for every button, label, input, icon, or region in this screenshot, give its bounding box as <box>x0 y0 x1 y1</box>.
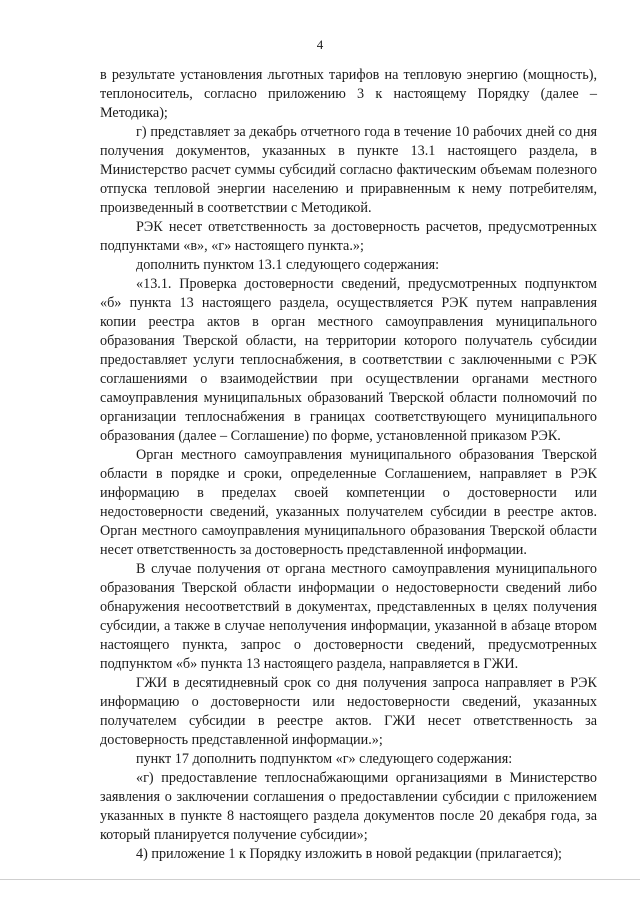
paragraph-11: 4) приложение 1 к Порядку изложить в новой редакции (прилагается); <box>136 846 562 862</box>
paragraph-2: г) представляет за декабрь отчетного года в течение 10 рабочих дней со дня получения документов, указанных в пункте 13.1 настоящего раздела, в Министерство расчет суммы субсидий согласно фактическим объемам полезного отпуска тепловой энергии населению и приравненным к нему потребителям, произведенный в соответствии с Методикой. <box>100 124 597 216</box>
paragraph-3: РЭК несет ответственность за достоверность расчетов, предусмотренных подпунктами «в», «г» настоящего пункта.»; <box>100 219 597 254</box>
paragraph-1: в результате установления льготных тарифов на тепловую энергию (мощность), теплоноситель, согласно приложению 3 к настоящему Порядку (далее – Методика); <box>100 67 597 121</box>
paragraph-4: дополнить пунктом 13.1 следующего содержания: <box>136 257 440 273</box>
paragraph-8: ГЖИ в десятидневный срок со дня получения запроса направляет в РЭК информацию о достоверности или недостоверности сведений, указанных получателем субсидии в реестре актов. ГЖИ несет ответственность за достоверность представленной информации.»; <box>100 675 597 748</box>
page-bottom-divider <box>0 879 640 880</box>
paragraph-9: пункт 17 дополнить подпунктом «г» следующего содержания: <box>136 751 513 767</box>
document-body <box>100 66 597 864</box>
paragraph-10: «г) предоставление теплоснабжающими организациями в Министерство заявления о заключении соглашения о предоставлении субсидии с приложением указанных в пункте 8 настоящего раздела документов после 20 декабря года, за который планируется получение субсидии»; <box>100 770 597 843</box>
page-number: 4 <box>316 37 324 52</box>
paragraph-7: В случае получения от органа местного самоуправления муниципального образования Тверской области информации о недостоверности сведений либо обнаружения несоответствий в документах, представленных в целях получения субсидии, а также в случае неполучения информации, указанной в абзаце втором настоящего пункта, запрос о достоверности сведений, предусмотренных подпунктом «б» пункта 13 настоящего раздела, направляется в ГЖИ. <box>100 561 597 672</box>
paragraph-6: Орган местного самоуправления муниципального образования Тверской области в порядке и сроки, определенные Соглашением, направляет в РЭК информацию в пределах своей компетенции о достоверности или недостоверности сведений, указанных получателем субсидии в реестре актов. Орган местного самоуправления муниципального образования Тверской области несет ответственность за достоверность представленной информации. <box>100 447 597 558</box>
paragraph-5: «13.1. Проверка достоверности сведений, предусмотренных подпунктом «б» пункта 13 настоящего раздела, осуществляется РЭК путем направления копии реестра актов в орган местного самоуправления муниципального образования Тверской области, на территории которого получатель субсидии предоставляет услуги теплоснабжения, в соответствии с заключенными с РЭК соглашениями о взаимодействии при осуществлении органами местного самоуправления муниципальных образований Тверской области полномочий по организации теплоснабжения в границах соответствующего муниципального образования (далее – Соглашение) по форме, установленной приказом РЭК. <box>100 276 597 444</box>
